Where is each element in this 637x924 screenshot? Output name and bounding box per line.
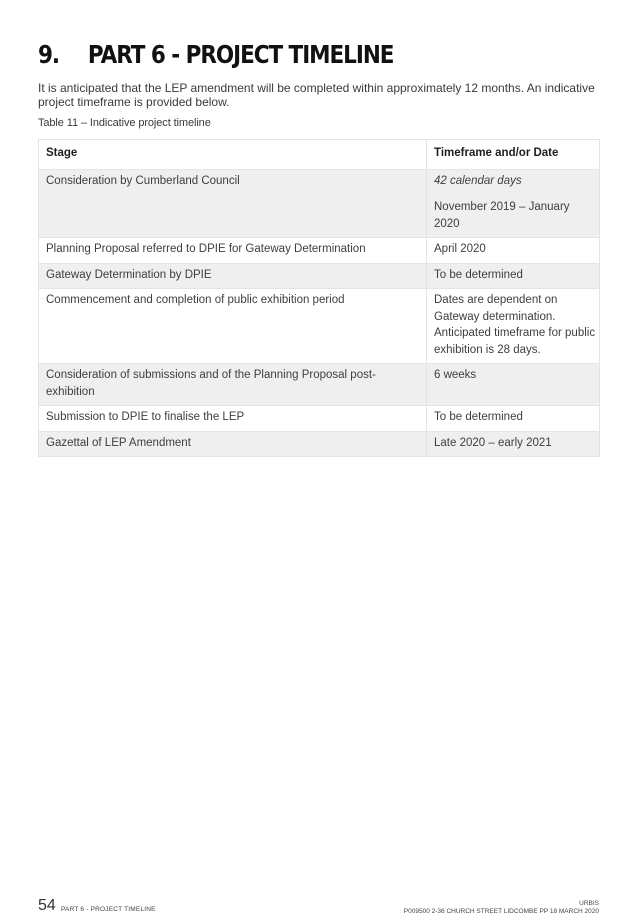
footer-brand: URBIS bbox=[579, 900, 599, 907]
stage-cell: Gazettal of LEP Amendment bbox=[39, 431, 427, 457]
timeline-table bbox=[38, 139, 600, 457]
timeframe-cell: To be determined bbox=[427, 263, 600, 289]
table-row bbox=[39, 238, 600, 264]
intro-paragraph: It is anticipated that the LEP amendment will be completed within approximately 12 months. An indicative project timeframe is provided below. bbox=[38, 81, 595, 109]
footer-section-label: PART 6 - PROJECT TIMELINE bbox=[61, 906, 156, 913]
timeframe-cell: 6 weeks bbox=[427, 364, 600, 406]
section-title: PART 6 - PROJECT TIMELINE bbox=[87, 40, 394, 69]
page-number: 54 bbox=[38, 897, 56, 914]
footer-document-reference: P009500 2-36 CHURCH STREET LIDCOMBE PP 18 MARCH 2020 bbox=[403, 908, 599, 915]
table-row bbox=[39, 289, 600, 364]
stage-cell: Commencement and completion of public exhibition period bbox=[39, 289, 427, 364]
header-stage: Stage bbox=[39, 140, 427, 170]
timeframe-dates: November 2019 – January 2020 bbox=[434, 201, 570, 230]
timeframe-cell bbox=[427, 169, 600, 238]
stage-cell: Consideration by Cumberland Council bbox=[39, 169, 427, 238]
stage-cell: Consideration of submissions and of the Planning Proposal post-exhibition bbox=[39, 364, 427, 406]
table-caption: Table 11 – Indicative project timeline bbox=[38, 117, 211, 129]
table-row bbox=[39, 406, 600, 432]
section-number: 9. bbox=[38, 40, 60, 69]
timeframe-cell: Dates are dependent on Gateway determination. Anticipated timeframe for public exhibition is 28 days. bbox=[427, 289, 600, 364]
stage-cell: Gateway Determination by DPIE bbox=[39, 263, 427, 289]
stage-cell: Planning Proposal referred to DPIE for Gateway Determination bbox=[39, 238, 427, 264]
timeframe-cell: To be determined bbox=[427, 406, 600, 432]
table-header-row bbox=[39, 140, 600, 170]
timeframe-duration: 42 calendar days bbox=[434, 174, 522, 187]
timeframe-cell: April 2020 bbox=[427, 238, 600, 264]
timeframe-cell: Late 2020 – early 2021 bbox=[427, 431, 600, 457]
table-row bbox=[39, 263, 600, 289]
table-row bbox=[39, 169, 600, 238]
table-row bbox=[39, 364, 600, 406]
stage-cell: Submission to DPIE to finalise the LEP bbox=[39, 406, 427, 432]
header-timeframe: Timeframe and/or Date bbox=[427, 140, 600, 170]
table-row bbox=[39, 431, 600, 457]
section-heading bbox=[38, 40, 393, 69]
